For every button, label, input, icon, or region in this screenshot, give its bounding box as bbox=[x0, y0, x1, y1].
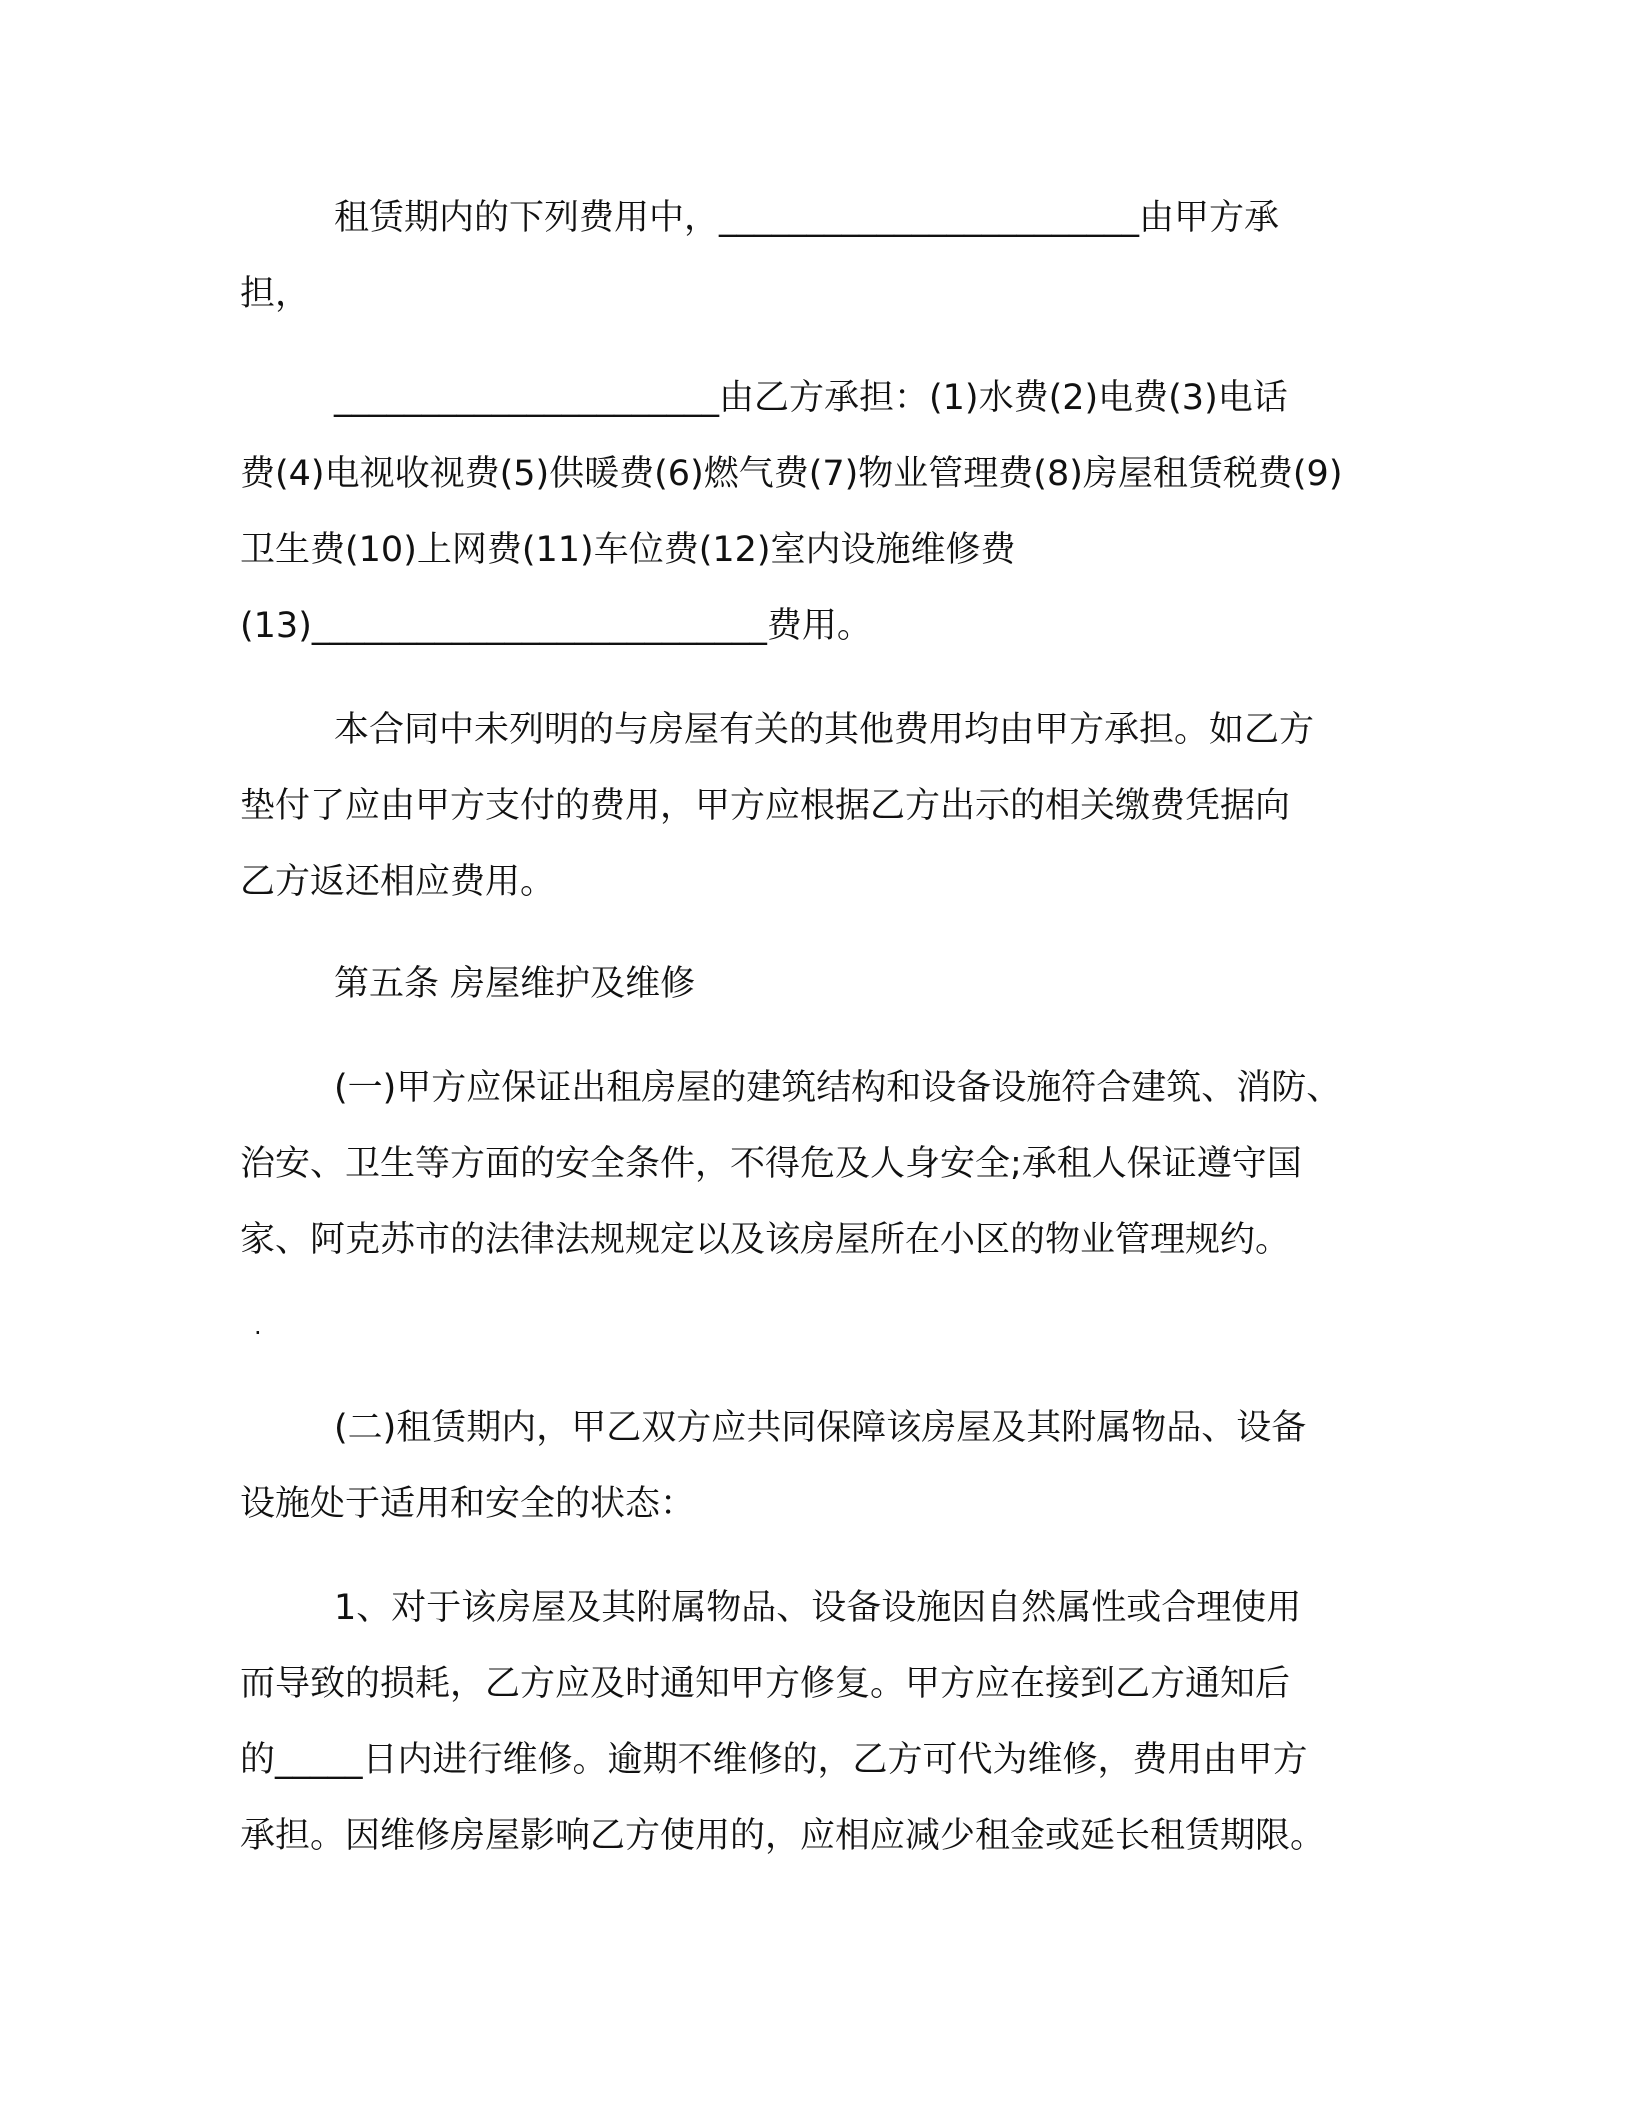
text-line-1: 租赁期内的下列费用中，________________________由甲方承 bbox=[334, 198, 1280, 238]
text-line-18: 而导致的损耗，乙方应及时通知甲方修复。甲方应在接到乙方通知后 bbox=[240, 1664, 1291, 1704]
text-line-6: (13)__________________________费用。 bbox=[240, 606, 872, 646]
stray-dot: · bbox=[254, 1319, 262, 1347]
text-line-11: (一)甲方应保证出租房屋的建筑结构和设备设施符合建筑、消防、 bbox=[334, 1068, 1342, 1108]
text-line-7: 本合同中未列明的与房屋有关的其他费用均由甲方承担。如乙方 bbox=[334, 710, 1315, 750]
text-line-5: 卫生费(10)上网费(11)车位费(12)室内设施维修费 bbox=[240, 530, 1016, 570]
text-line-16: 设施处于适用和安全的状态： bbox=[240, 1484, 696, 1524]
text-line-19: 的_____日内进行维修。逾期不维修的，乙方可代为维修，费用由甲方 bbox=[240, 1740, 1308, 1780]
text-line-17: 1、对于该房屋及其附属物品、设备设施因自然属性或合理使用 bbox=[334, 1588, 1302, 1628]
text-line-2: 担， bbox=[240, 274, 311, 314]
text-line-9: 乙方返还相应费用。 bbox=[240, 862, 556, 902]
text-line-4: 费(4)电视收视费(5)供暖费(6)燃气费(7)物业管理费(8)房屋租赁税费(9) bbox=[240, 454, 1343, 494]
text-line-3: ______________________由乙方承担：(1)水费(2)电费(3)电话 bbox=[334, 378, 1288, 418]
text-line-20: 承担。因维修房屋影响乙方使用的，应相应减少租金或延长租赁期限。 bbox=[240, 1816, 1326, 1856]
text-line-8: 垫付了应由甲方支付的费用，甲方应根据乙方出示的相关缴费凭据向 bbox=[240, 786, 1291, 826]
text-line-15: (二)租赁期内，甲乙双方应共同保障该房屋及其附属物品、设备 bbox=[334, 1408, 1307, 1448]
section-heading: 第五条 房屋维护及维修 bbox=[334, 964, 696, 1004]
text-line-12: 治安、卫生等方面的安全条件，不得危及人身安全;承租人保证遵守国 bbox=[240, 1144, 1302, 1184]
text-line-13: 家、阿克苏市的法律法规规定以及该房屋所在小区的物业管理规约。 bbox=[240, 1220, 1291, 1260]
